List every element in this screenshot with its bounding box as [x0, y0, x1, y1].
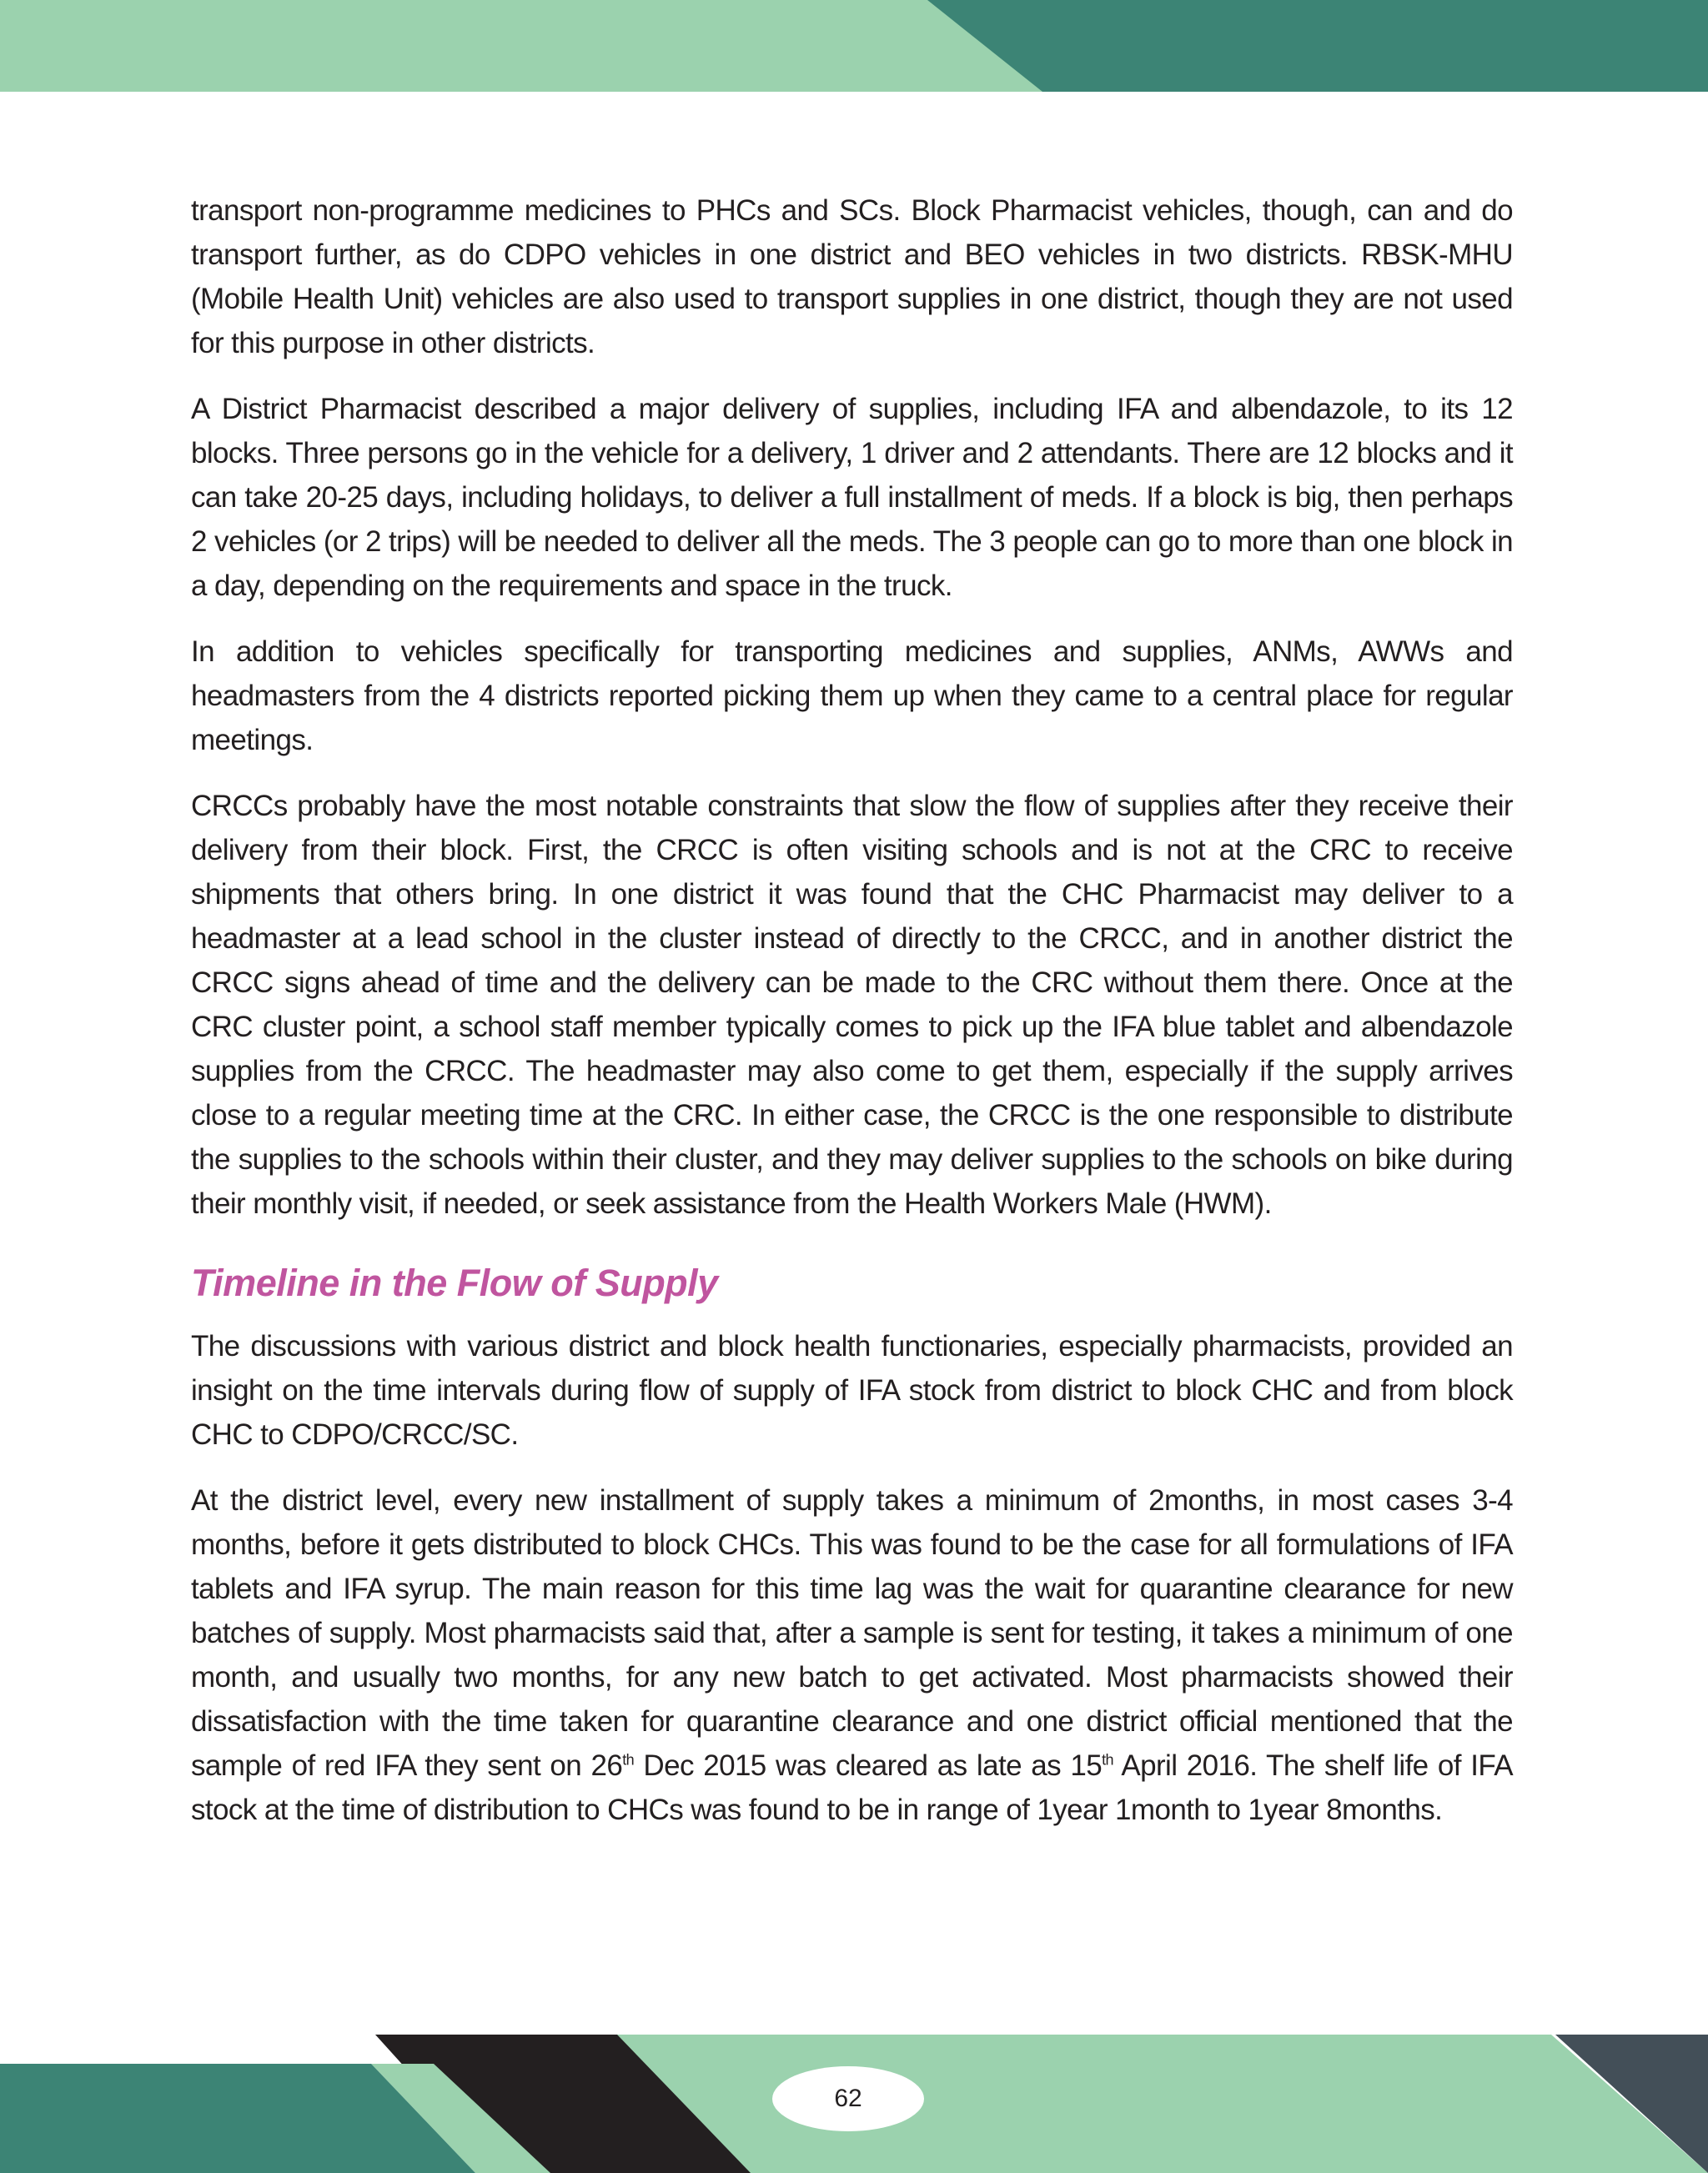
ordinal-superscript: th	[622, 1751, 635, 1769]
paragraph-quarantine-clearance	[191, 1478, 1513, 1832]
section-heading-timeline: Timeline in the Flow of Supply	[191, 1262, 718, 1304]
paragraph-transport-vehicles: transport non-programme medicines to PHCs and SCs. Block Pharmacist vehicles, though, can and do transport further, as do CDPO vehicles in one district and BEO vehicles in two districts. RBSK-MHU (Mobile Health Unit) vehicles are also used to transport supplies in one district, though they are not used for this purpose in other districts.	[191, 194, 1513, 359]
top-decorative-band	[0, 0, 1708, 92]
paragraph-timeline-intro: The discussions with various district and block health functionaries, especially pharmacists, provided an insight on the time intervals during flow of supply of IFA stock from district to block CHC and from block CHC to CDPO/CRCC/SC.	[191, 1330, 1513, 1451]
paragraph-district-pharmacist-delivery: A District Pharmacist described a major delivery of supplies, including IFA and albendazole, to its 12 blocks. Three persons go in the vehicle for a delivery, 1 driver and 2 attendants. There are 12 blocks and it can take 20-25 days, including holidays, to deliver a full installment of meds. If a block is big, then perhaps 2 vehicles (or 2 trips) will be needed to deliver all the meds. The 3 people can go to more than one block in a day, depending on the requirements and space in the truck.	[191, 393, 1513, 602]
quarantine-text-part2: Dec 2015 was cleared as late as 15	[634, 1749, 1103, 1782]
quarantine-text-part3: April 2016. The shelf life of IFA stock at the time of distribution to CHCs was found to be in range of 1year 1month to 1year 8months.	[191, 1749, 1513, 1826]
quarantine-text-part1: At the district level, every new installment of supply takes a minimum of 2months, in most cases 3-4 months, before it gets distributed to block CHCs. This was found to be the case for all formulations of IFA tablets and IFA syrup. The main reason for this time lag was the wait for quarantine clearance for new batches of supply. Most pharmacists said that, after a sample is sent for testing, it takes a minimum of one month, and usually two months, for any new batch to get activated. Most pharmacists showed their dissatisfaction with the time taken for quarantine clearance and one district official mentioned that the sample of red IFA they sent on 26	[191, 1484, 1513, 1782]
page-number: 62	[772, 2066, 924, 2131]
document-body	[191, 188, 1513, 1854]
paragraph-meetings-pickup: In addition to vehicles specifically for transporting medicines and supplies, ANMs, AWWs and headmasters from the 4 districts reported picking them up when they came to a central place for regular meetings.	[191, 635, 1513, 756]
ordinal-superscript: th	[1102, 1751, 1113, 1769]
top-band-teal-wedge	[927, 0, 1708, 92]
paragraph-crcc-constraints: CRCCs probably have the most notable constraints that slow the flow of supplies after they receive their delivery from their block. First, the CRCC is often visiting schools and is not at the CRC to receive shipments that others bring. In one district it was found that the CHC Pharmacist may deliver to a headmaster at a lead school in the cluster instead of directly to the CRCC, and in another district the CRCC signs ahead of time and the delivery can be made to the CRC without them there. Once at the CRC cluster point, a school staff member typically comes to pick up the IFA blue tablet and albendazole supplies from the CRCC. The headmaster may also come to get them, especially if the supply arrives close to a regular meeting time at the CRC. In either case, the CRCC is the one responsible to distribute the supplies to the schools within their cluster, and they may deliver supplies to the schools on bike during their monthly visit, if needed, or seek assistance from the Health Workers Male (HWM).	[191, 790, 1513, 1220]
